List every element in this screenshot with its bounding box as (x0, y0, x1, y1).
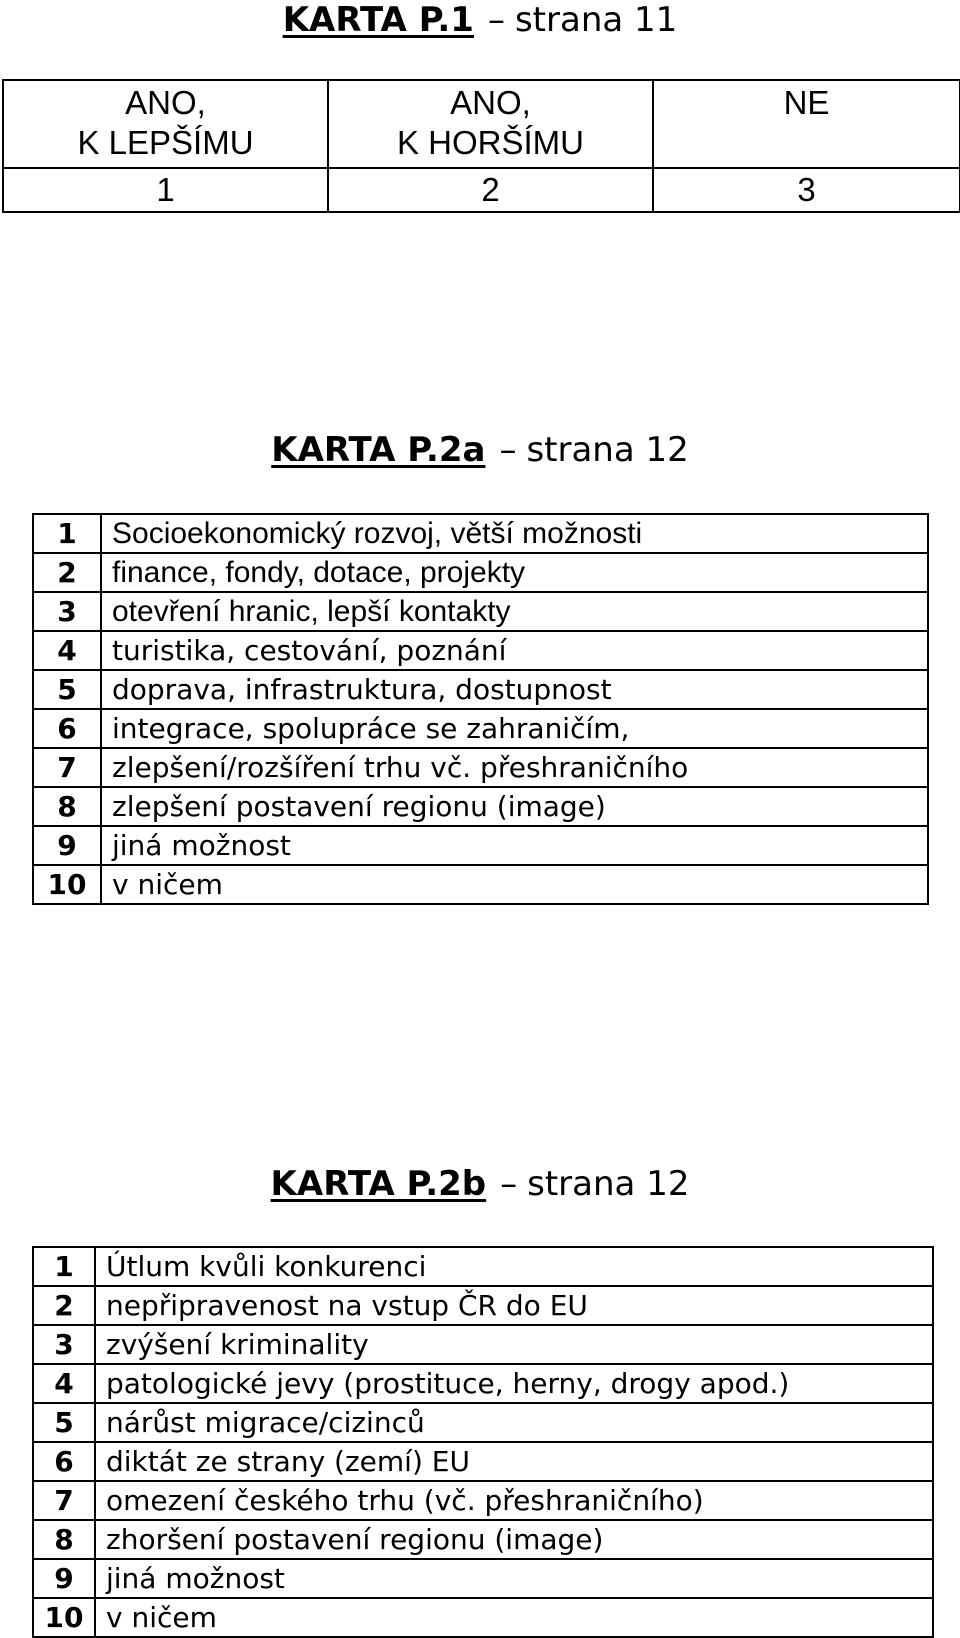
card-p2b-table (32, 1246, 934, 1638)
heading-dash: – (487, 0, 505, 40)
card-p1-title: KARTA P.1 (282, 0, 474, 40)
answer-header-row (3, 80, 960, 168)
card-p2a-table (32, 513, 929, 905)
card-p1-heading (0, 0, 960, 40)
row-text: Útlum kvůli konkurenci (95, 1247, 933, 1286)
row-text: integrace, spolupráce se zahraničím, (101, 709, 928, 748)
table-row (33, 709, 928, 748)
card-p2b-title: KARTA P.2b (270, 1164, 487, 1204)
card-p1-page: strana 11 (514, 0, 678, 40)
table-row (33, 1403, 933, 1442)
row-number: 6 (33, 709, 101, 748)
table-row (33, 1247, 933, 1286)
row-number: 3 (33, 592, 101, 631)
row-number: 9 (33, 1559, 95, 1598)
row-number: 9 (33, 826, 101, 865)
row-text: otevření hranic, lepší kontakty (101, 592, 928, 631)
answer-scale-table (2, 79, 960, 213)
row-text: jiná možnost (101, 826, 928, 865)
row-text: finance, fondy, dotace, projekty (101, 553, 928, 592)
row-text: patologické jevy (prostituce, herny, drogy apod.) (95, 1364, 933, 1403)
card-p2b-page: strana 12 (527, 1164, 690, 1204)
row-text: jiná možnost (95, 1559, 933, 1598)
answer-header-line1: ANO, (125, 84, 206, 121)
card-p2a-title: KARTA P.2a (271, 430, 486, 470)
row-text: Socioekonomický rozvoj, větší možnosti (101, 514, 928, 553)
answer-code-row (3, 168, 960, 212)
card-p2a-heading (0, 430, 960, 470)
answer-header-cell (3, 80, 328, 168)
table-row (33, 1481, 933, 1520)
row-number: 5 (33, 1403, 95, 1442)
row-text: zhoršení postavení regionu (image) (95, 1520, 933, 1559)
row-text: v ničem (101, 865, 928, 904)
table-row (33, 592, 928, 631)
table-row (33, 1559, 933, 1598)
row-number: 8 (33, 787, 101, 826)
row-text: omezení českého trhu (vč. přeshraničního) (95, 1481, 933, 1520)
row-text: nepřipravenost na vstup ČR do EU (95, 1286, 933, 1325)
answer-code-cell: 3 (653, 168, 960, 212)
row-text: nárůst migrace/cizinců (95, 1403, 933, 1442)
row-text: doprava, infrastruktura, dostupnost (101, 670, 928, 709)
table-row (33, 1520, 933, 1559)
row-number: 7 (33, 748, 101, 787)
row-number: 8 (33, 1520, 95, 1559)
answer-code-cell: 1 (3, 168, 328, 212)
row-number: 1 (33, 514, 101, 553)
table-row (33, 1598, 933, 1637)
heading-dash: – (500, 1164, 518, 1204)
row-text: turistika, cestování, poznání (101, 631, 928, 670)
table-row (33, 631, 928, 670)
answer-header-line1: NE (783, 84, 830, 121)
table-row (33, 826, 928, 865)
table-row (33, 787, 928, 826)
answer-header-cell (328, 80, 653, 168)
table-row (33, 865, 928, 904)
answer-header-line2: K HORŠÍMU (396, 124, 584, 161)
row-number: 2 (33, 553, 101, 592)
answer-header-line1: ANO, (450, 84, 531, 121)
table-row (33, 670, 928, 709)
table-row (33, 553, 928, 592)
row-text: zlepšení postavení regionu (image) (101, 787, 928, 826)
row-text: v ničem (95, 1598, 933, 1637)
table-row (33, 514, 928, 553)
table-row (33, 1442, 933, 1481)
row-text: zlepšení/rozšíření trhu vč. přeshraničního (101, 748, 928, 787)
table-row (33, 748, 928, 787)
answer-header-cell (653, 80, 960, 168)
row-number: 2 (33, 1286, 95, 1325)
row-number: 6 (33, 1442, 95, 1481)
answer-header-line2: K LEPŠÍMU (77, 124, 254, 161)
row-number: 10 (33, 865, 101, 904)
table-row (33, 1286, 933, 1325)
row-number: 5 (33, 670, 101, 709)
row-number: 1 (33, 1247, 95, 1286)
row-number: 7 (33, 1481, 95, 1520)
answer-code-cell: 2 (328, 168, 653, 212)
row-text: zvýšení kriminality (95, 1325, 933, 1364)
row-number: 3 (33, 1325, 95, 1364)
card-p2b-heading (0, 1164, 960, 1204)
heading-dash: – (499, 430, 517, 470)
row-text: diktát ze strany (zemí) EU (95, 1442, 933, 1481)
table-row (33, 1364, 933, 1403)
row-number: 10 (33, 1598, 95, 1637)
row-number: 4 (33, 1364, 95, 1403)
row-number: 4 (33, 631, 101, 670)
card-p2a-page: strana 12 (526, 430, 689, 470)
table-row (33, 1325, 933, 1364)
